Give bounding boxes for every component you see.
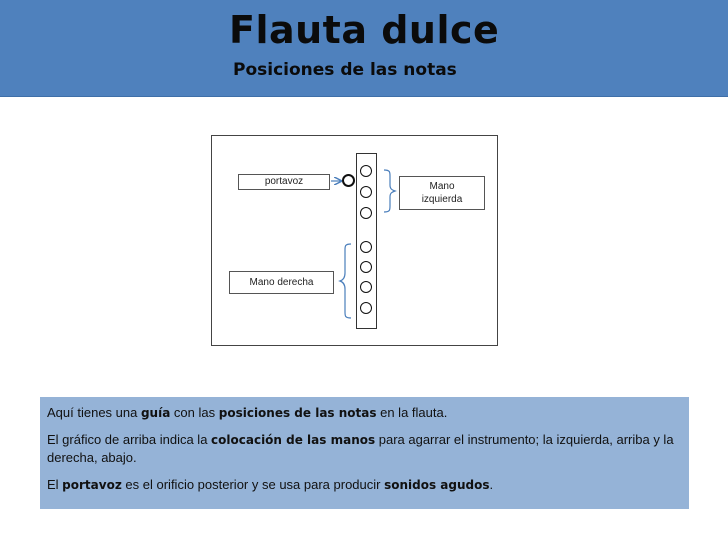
highlight-guia: guía — [140, 406, 171, 420]
recorder-diagram — [211, 135, 498, 346]
text-run: en la flauta. — [376, 405, 448, 420]
text-run: Aquí tienes una — [47, 405, 141, 420]
text-run: para agarrar el instrumento; la izquierda, arriba y la derecha, abajo. — [47, 432, 674, 465]
page-subtitle: Posiciones de las notas — [233, 60, 457, 80]
text-run: El gráfico de arriba indica la — [47, 432, 212, 447]
highlight-portavoz: portavoz — [62, 478, 122, 492]
hole-5 — [360, 261, 372, 273]
info-paragraph-1 — [47, 404, 682, 422]
hole-2 — [360, 186, 372, 198]
hole-1 — [360, 165, 372, 177]
left-hand-label-line2: izquierda — [421, 194, 463, 205]
highlight-posiciones: posiciones de las notas — [218, 406, 377, 420]
left-hand-label — [399, 176, 485, 210]
thumb-hole — [342, 174, 355, 187]
right-hand-brace — [340, 244, 351, 318]
text-run: es el orificio posterior y se usa para producir — [121, 477, 385, 492]
text-run: . — [489, 477, 494, 492]
info-paragraph-2 — [47, 431, 682, 467]
hole-4 — [360, 241, 372, 253]
hole-7 — [360, 302, 372, 314]
page-title: Flauta dulce — [229, 8, 500, 52]
text-run: El — [47, 477, 63, 492]
left-hand-brace — [384, 170, 395, 212]
highlight-sonidos: sonidos agudos — [384, 478, 490, 492]
hole-3 — [360, 207, 372, 219]
right-hand-label: Mano derecha — [229, 271, 334, 294]
title-banner — [0, 0, 728, 97]
info-paragraph-3 — [47, 476, 682, 494]
highlight-colocacion: colocación de las manos — [211, 433, 376, 447]
left-hand-label-line1: Mano — [429, 181, 455, 192]
text-run: con las — [170, 405, 219, 420]
hole-6 — [360, 281, 372, 293]
portavoz-label: portavoz — [238, 174, 330, 190]
info-text-box — [40, 397, 689, 509]
recorder-body — [356, 153, 377, 329]
